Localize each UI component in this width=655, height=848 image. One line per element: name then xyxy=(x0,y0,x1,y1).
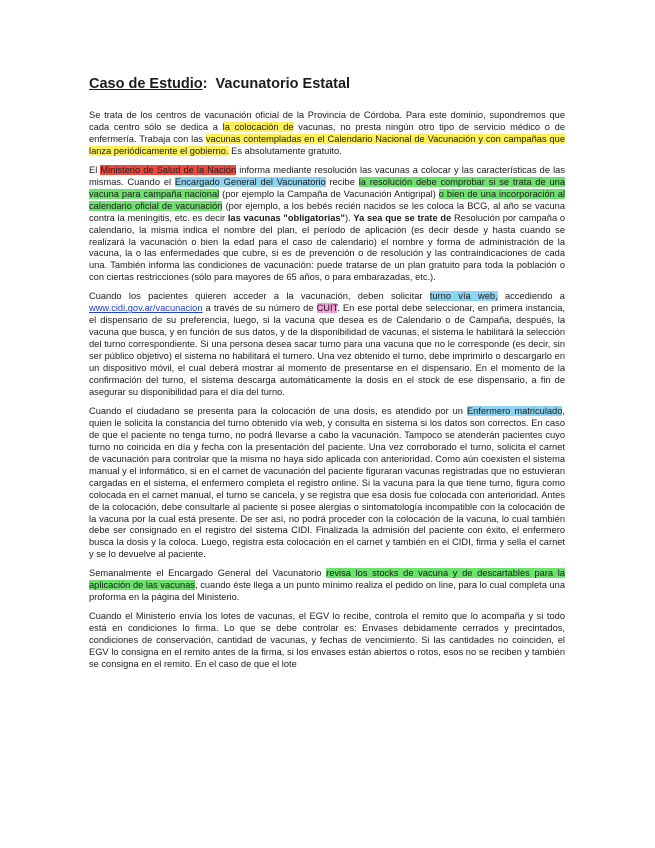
highlight-yellow: vacunas contempladas en el Calendario Nacional de Vacunación y con campañas que lanza periódicamente el gobierno. xyxy=(89,133,565,156)
paragraph-stock xyxy=(89,568,565,604)
text-span: Cuando el ciudadano se presenta para la colocación de una dosis, es atendido por un xyxy=(89,405,467,416)
text-span: informa mediante resolución las vacunas a colocar y las características de las mismas. Cuando el xyxy=(89,164,565,187)
text-span: Cuando el Ministerio envía los lotes de vacunas, el EGV lo recibe, controla el remito que lo acompaña y si todo está en condiciones lo firma. Lo que se debe controlar es: Envases debidamente cerrados y precintados, condiciones de conservación, cantidad de vacunas, y fechas de vencimiento. Si las cantidades no coinciden, el EGV lo consigna en el remito antes de la firma, si los envases están abiertos o rotos, esos no se reciben y también se consigna en el remito. En el caso de que el lote xyxy=(89,611,565,669)
paragraph-intro xyxy=(89,110,565,158)
highlight-yellow: la colocación de xyxy=(222,121,294,132)
text-span: , quien le solicita la constancia del turno obtenido vía web, y consulta en sistema si los datos son correctos. En caso de que el paciente no tenga turno, no podrá llevarse a cabo la vacunación. Tampoco se atenderán pacientes cuyo turno no coincida en día y fecha con la presentación del paciente. Una vez corroborado el turno, solicita el carnet de vacunación para controlar que la misma no haya sido aplicada con anterioridad. Como aún coexisten el sistema manual y el informático, si en el carnet de vacunación del paciente figuraran vacunas registradas que no estuvieran cargadas en el sistema, el enfermero completa el registro online. Si la vacuna para la que tiene turno, figura como colocada en el carnet manual, el turno se cancela, y se registra que esa dosis fue colocada con anterioridad. Antes de la colocación, debe consultarle al paciente si posee alergias o sintomatología incompatible con la colocación de la vacuna por la cual está presente. De ser así, no podrá proceder con la colocación de la vacuna, lo cual también debe ser consignado en el registro del sistema CIDI. Finalizada la admisión del paciente con éxito, el enfermero busca la dosis y la coloca. Luego, registra esta colocación en el carnet y también en el CIDI, firma y sella el carnet y se lo devuelve al paciente. xyxy=(89,405,565,560)
text-span: a través de su número de xyxy=(202,303,317,314)
paragraph-enfermero xyxy=(89,406,565,561)
bold-text: las vacunas "obligatorias" xyxy=(227,212,345,223)
paragraph-turno xyxy=(89,291,565,399)
text-span: Cuando los pacientes quieren acceder a la vacunación, deben solicitar xyxy=(89,291,430,302)
highlight-blue: Encargado General del Vacunatorio xyxy=(174,176,326,187)
page-title xyxy=(89,76,565,92)
text-span: vacunas, no presta ningún otro tipo de servicio médico o de enfermería. Trabaja con las xyxy=(89,121,565,144)
text-span: (por ejemplo, a los bebés recién nacidos se les coloca la BCG, al año se vacuna contra la meningitis, etc. es decir xyxy=(89,200,566,223)
text-span: , cuando éste llega a un punto mínimo realiza el pedido on line, para lo cual completa una proforma en la página del Ministerio. xyxy=(89,580,565,603)
document-page xyxy=(89,76,565,678)
highlight-green: la resolución debe comprobar si se trata de una vacuna para campaña nacional xyxy=(89,176,565,199)
text-span: ). xyxy=(344,212,354,223)
highlight-green: revisa los stocks de vacuna y de descartables para la aplicación de las vacunas xyxy=(89,568,565,591)
title-colon: : xyxy=(202,76,208,92)
text-span: Se trata de los centros de vacunación oficial de la Provincia de Córdoba. Para este dominio, supondremos que cada centro sólo se dedica a xyxy=(89,110,565,132)
text-span: Semanalmente el Encargado General del Vacunatorio xyxy=(89,568,327,579)
highlight-blue: turno vía web, xyxy=(429,291,498,302)
paragraph-ministerio xyxy=(89,165,565,285)
text-span: El xyxy=(89,164,101,175)
paragraph-lotes xyxy=(89,611,565,671)
highlight-blue: Enfermero matriculado xyxy=(466,405,563,416)
text-span: . En ese portal debe seleccionar, en primera instancia, el dispensario de su preferencia, luego, si la vacuna que desea es de Calendario o de Campaña, después, la vacuna que busca, y en función de sus datos, y de la disponibilidad de vacunas, el sistema le habilitará la selección del turno correspondiente. Si una persona desea sacar turno para una vacuna que no le corresponde (es decir, sin ser público objetivo) el sistema no habilitará el turnero. Una vez obtenido el turno, debe imprimirlo o descargarlo en un dispositivo móvil, el cual deberá mostrar al momento de presentarse en el dispensario. En el momento de la confirmación del turno, el sistema descarga automáticamente la dosis en el stock de ese dispensario, a fin de asegurar su disponibilidad para el día del turno. xyxy=(89,303,565,397)
text-span: (por ejemplo la Campaña de Vacunación Antigripal) xyxy=(219,188,439,199)
highlight-green: o bien de una incorporación al calendario oficial de vacunación xyxy=(89,188,565,211)
highlight-red: Ministerio de Salud de la Nación xyxy=(100,164,237,175)
text-span: Es absolutamente gratuito. xyxy=(228,145,342,156)
text-span: Resolución por campaña o calendario, la misma indica el nombre del plan, el período de aplicación (es decir desde y hasta cuando se realizará la vacunación o bien la edad para el caso de calendario) el nombre y forma de administración de la vacuna, la o las enfermedades que cubre, si es de prevención o de resolución y las contraindicaciones de cada una. También informa las condiciones de vacunación: puede tratarse de un plan gratuito para toda la población o con ciertas restricciones (sólo para mayores de 65 años, o para embarazadas, etc.). xyxy=(89,212,566,283)
text-span: accediendo a xyxy=(497,291,565,302)
cidi-link[interactable]: www.cidi.gov.ar/vacunacion xyxy=(89,303,203,314)
title-label: Caso de Estudio xyxy=(89,76,203,92)
highlight-pink: CUIT xyxy=(316,303,338,314)
bold-text: Ya sea que se trate de xyxy=(353,212,452,223)
title-rest: Vacunatorio Estatal xyxy=(215,76,351,92)
text-span: recibe xyxy=(325,176,359,187)
